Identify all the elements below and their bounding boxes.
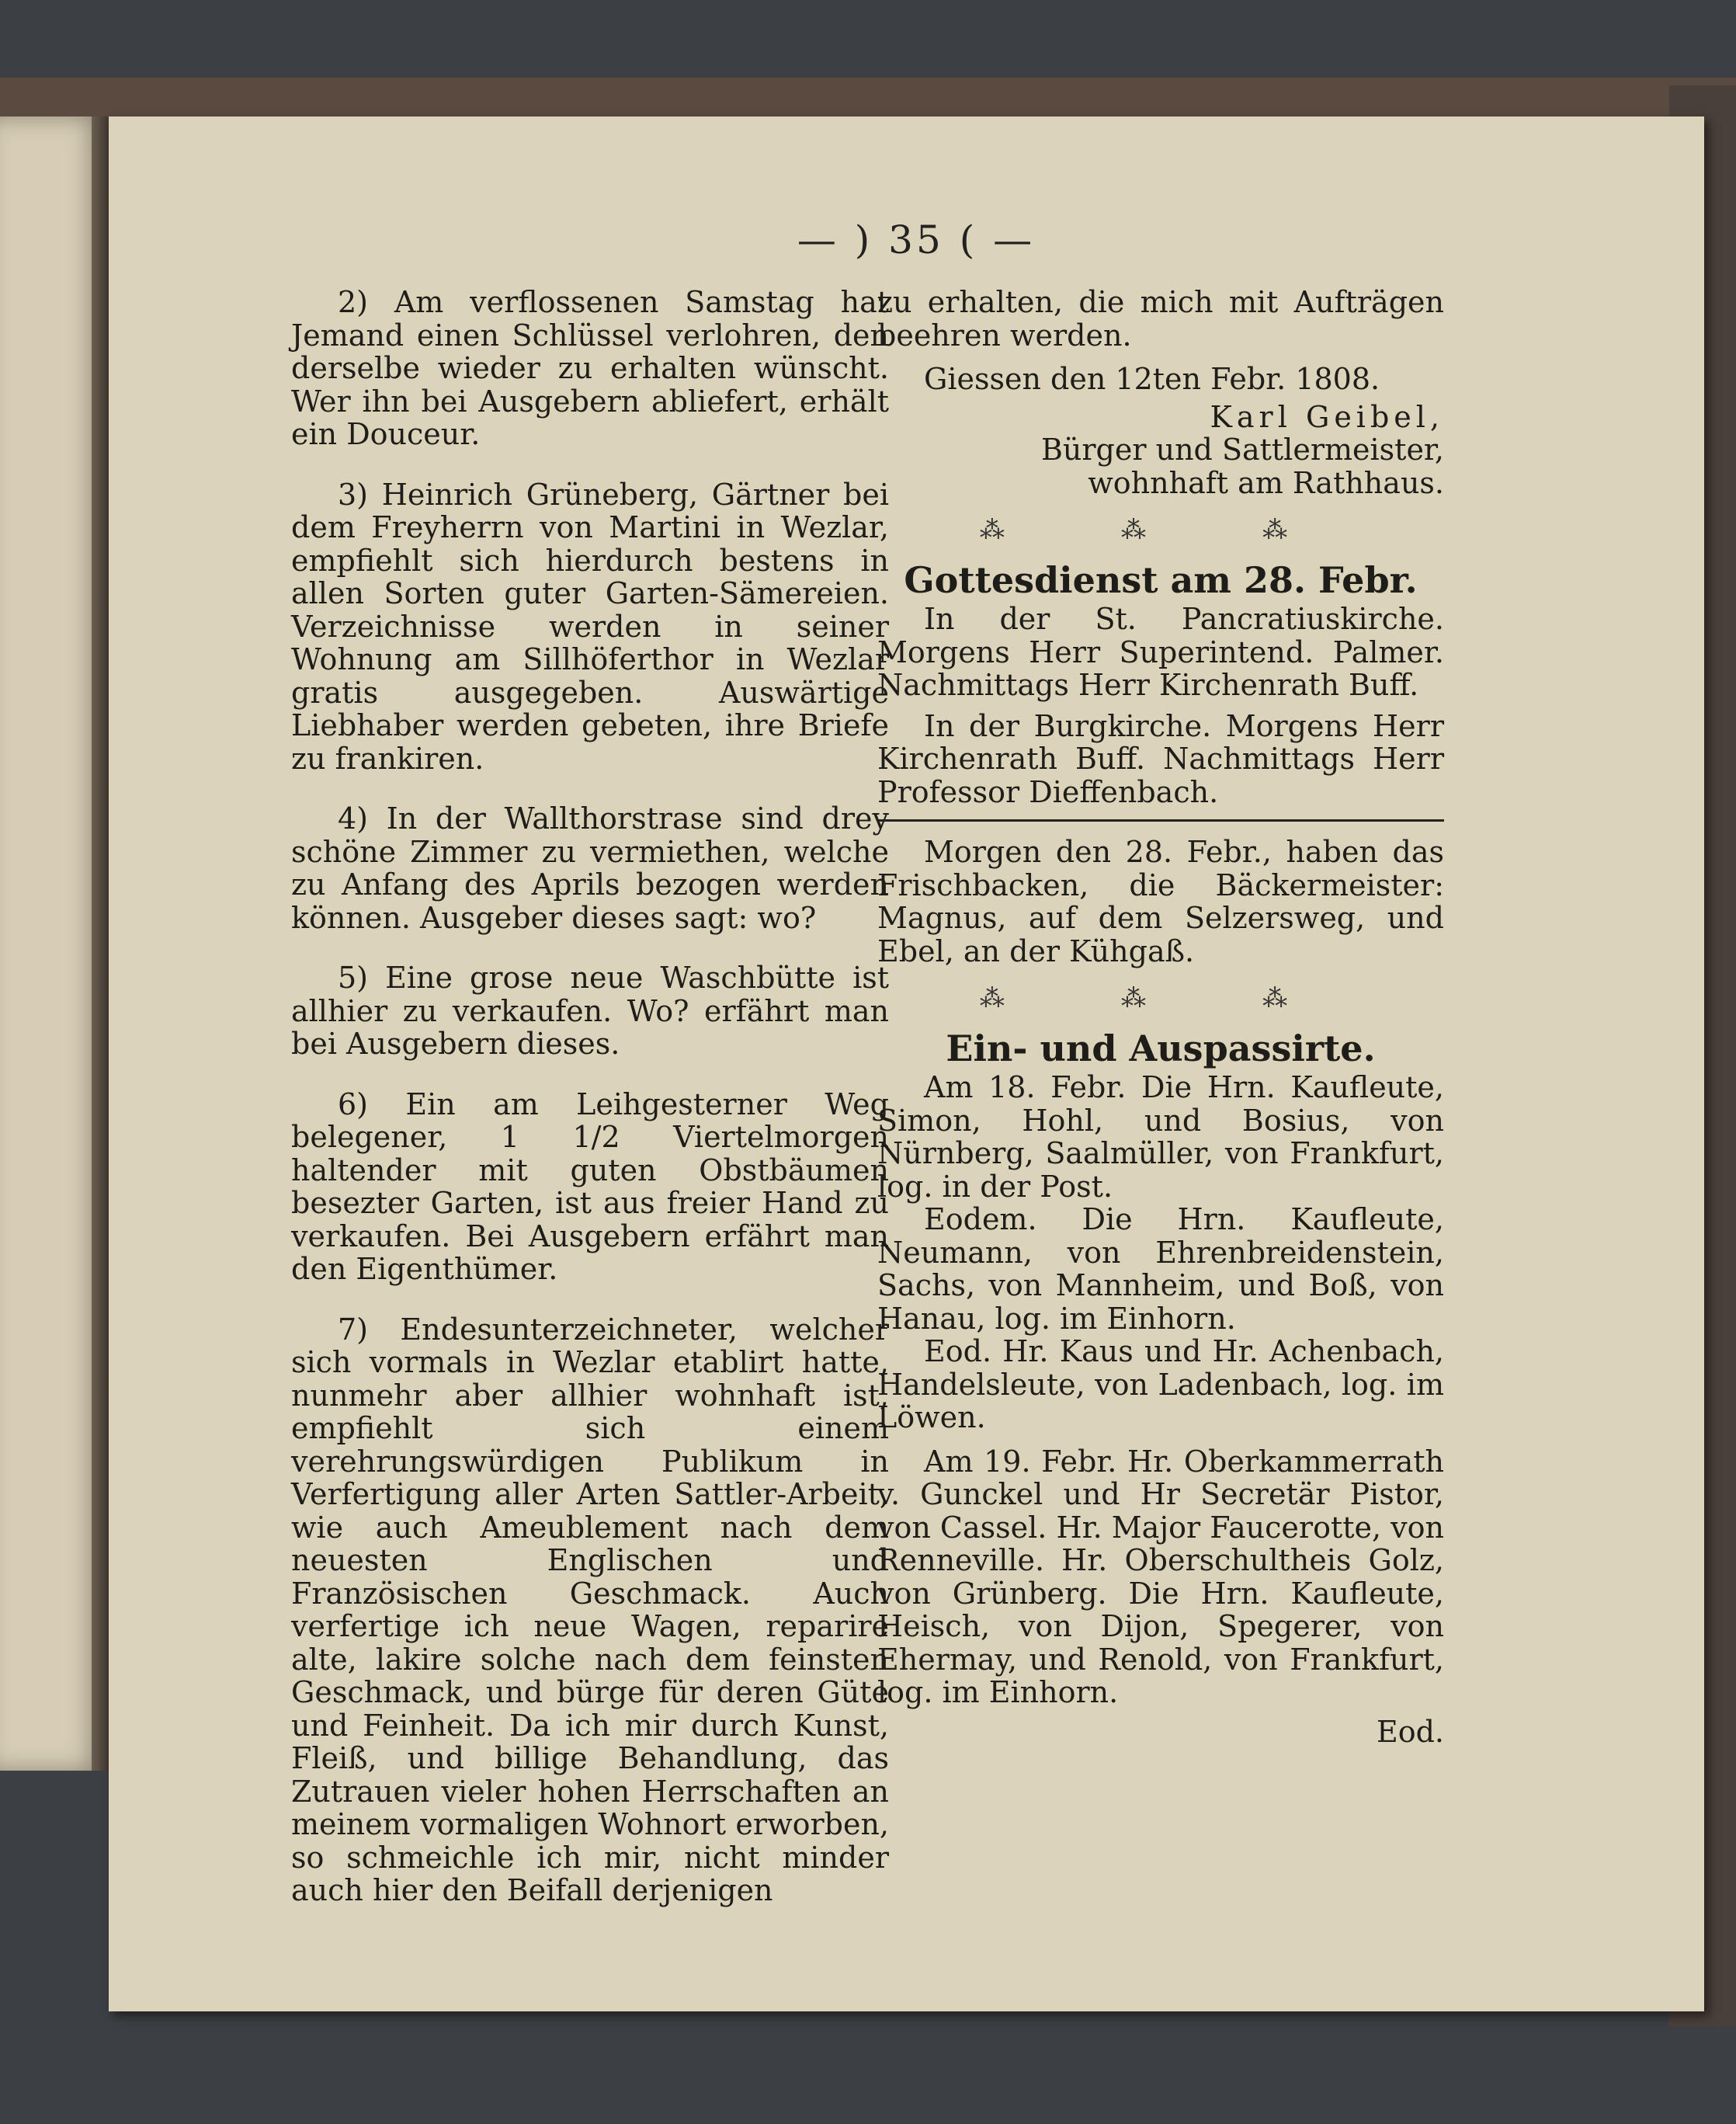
horizontal-rule <box>877 819 1444 822</box>
travel-entry-1: Am 18. Febr. Die Hrn. Kaufleute, Simon, Hohl, und Bosius, von Nürnberg, Saalmüller, von Frankfurt, log. in der Post. <box>877 1070 1444 1204</box>
advertisement-7-continued: zu erhalten, die mich mit Aufträgen beehren werden. <box>877 285 1444 353</box>
service-pancratius: In der St. Pancratiuskirche. Morgens Herr Superintend. Palmer. Nachmittags Herr Kirchenrath Buff. <box>877 602 1444 702</box>
advertisement-6: 6) Ein am Leihgesterner Weg belegener, 1 1/2 Viertelmorgen haltender mit guten Obstbäumen besezter Garten, ist aus freier Hand zu verkaufen. Bei Ausgebern erfährt man den Eigenthümer. <box>291 1086 889 1286</box>
signature-name: Karl Geibel, <box>1210 399 1444 434</box>
dateline: Giessen den 12ten Febr. 1808. <box>924 362 1380 396</box>
page-number: — ) 35 ( — <box>797 217 1036 262</box>
advertisement-7: 7) Endesunterzeichneter, welcher sich vormals in Wezlar etablirt hatte, nunmehr aber allhier wohnhaft ist, empfiehlt sich einem verehrungswürdigen Publikum in Verfertigung aller Arten Sattler-Arbeit, wie auch Ameublement nach dem neuesten Englischen und Französischen Geschmack. Auch verfertige ich neue Wagen, reparire alte, lakire solche nach dem feinsten Geschmack, und bürge für deren Güte und Feinheit. Da ich mir durch Kunst, Fleiß, und billige Behandlung, das Zutrauen vieler hohen Herrschaften an meinem vormaligen Wohnort erworben, so schmeichle ich mir, nicht minder auch hier den Beifall derjenigen <box>291 1312 889 1907</box>
ornament-divider: ⁂ ⁂ ⁂ <box>979 515 1342 544</box>
advertisement-2: 2) Am verflossenen Samstag hat Jemand einen Schlüssel verlohren, den derselbe wieder zu erhalten wünscht. Wer ihn bei Ausgebern abliefert, erhält ein Douceur. <box>291 285 889 451</box>
signature-address: wohnhaft am Rathhaus. <box>1088 465 1444 500</box>
advertisement-3: 3) Heinrich Grüneberg, Gärtner bei dem Freyherrn von Martini in Wezlar, empfiehlt sich hierdurch bestens in allen Sorten guter Garten-Sämereien. Verzeichnisse werden in seiner Wohnung am Sillhöferthor in Wezlar gratis ausgegeben. Auswärtige Liebhaber werden gebeten, ihre Briefe zu frankiren. <box>291 477 889 776</box>
facing-page-edge <box>0 116 105 1771</box>
service-heading: Gottesdienst am 28. Febr. <box>904 558 1418 601</box>
right-column <box>877 286 1444 1748</box>
travel-entry-2: Eodem. Die Hrn. Kaufleute, Neumann, von Ehrenbreidenstein, Sachs, von Mannheim, und Boß, von Hanau, log. im Einhorn. <box>877 1202 1444 1336</box>
document-page <box>109 116 1704 2011</box>
service-burgkirche: In der Burgkirche. Morgens Herr Kirchenrath Buff. Nachmittags Herr Professor Dieffenbach. <box>877 708 1444 809</box>
advertisement-5: 5) Eine grose neue Waschbütte ist allhier zu verkaufen. Wo? erfährt man bei Ausgebern dieses. <box>291 961 889 1061</box>
ornament-divider-2: ⁂ ⁂ ⁂ <box>979 983 1342 1013</box>
travel-entry-3: Eod. Hr. Kaus und Hr. Achenbach, Handelsleute, von Ladenbach, log. im Löwen. <box>877 1334 1444 1434</box>
signature-title: Bürger und Sattlermeister, <box>1040 433 1444 467</box>
travel-heading: Ein- und Auspassirte. <box>946 1027 1376 1069</box>
bakers-notice: Morgen den 28. Febr., haben das Frischbacken, die Bäckermeister: Magnus, auf dem Selzersweg, und Ebel, an der Kühgaß. <box>877 835 1444 968</box>
catchword: Eod. <box>1376 1714 1444 1749</box>
travel-entry-4: Am 19. Febr. Hr. Oberkammerrath v. Gunckel und Hr Secretär Pistor, von Cassel. Hr. Major Faucerotte, von Renneville. Hr. Oberschultheis Golz, von Grünberg. Die Hrn. Kaufleute, Heisch, von Dijon, Spegerer, von Ehermay, und Renold, von Frankfurt, log. im Einhorn. <box>877 1444 1444 1709</box>
left-column <box>291 286 889 1935</box>
advertisement-4: 4) In der Wallthorstrase sind drey schöne Zimmer zu vermiethen, welche zu Anfang des Aprils bezogen werden können. Ausgeber dieses sagt: wo? <box>291 801 889 935</box>
